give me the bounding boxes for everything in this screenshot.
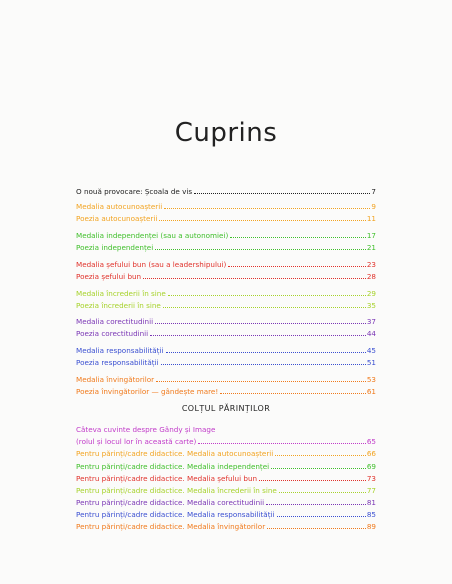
toc-entry-page: 51 [366,358,376,367]
toc-entry-page: 23 [366,260,376,269]
dot-leader [266,503,366,505]
toc-entry-label: Pentru părinți/cadre didactice. Medalia învingătorilor [76,522,266,531]
dot-leader [275,454,366,456]
toc-entry-page: 44 [366,329,376,338]
toc-entry-label: Pentru părinți/cadre didactice. Medalia șefului bun [76,474,258,483]
toc-entry-page: 37 [366,317,376,326]
toc-entry-page: 17 [366,231,376,240]
dot-leader [271,467,366,469]
page-title: Cuprins [174,118,278,148]
dot-leader [220,392,366,394]
toc-entry-page: 53 [366,375,376,384]
dot-leader [168,294,366,296]
dot-leader [277,515,366,517]
toc-entry-label: Poezia autocunoașterii [76,214,158,223]
toc-entry[interactable] [76,200,376,211]
toc-entry-page: 61 [366,387,376,396]
dot-leader [163,306,366,308]
dot-leader [166,351,366,353]
toc-entry[interactable] [76,185,376,196]
toc-entry-label: Medalia autocunoașterii [76,202,163,211]
toc-entry[interactable] [76,241,376,252]
toc-entry-page: 35 [366,301,376,310]
toc-entry[interactable] [76,299,376,310]
toc-entry-page: 69 [366,462,376,471]
toc-entry-page: 77 [366,486,376,495]
toc-entry-page: 65 [366,437,376,446]
dot-leader [194,192,370,194]
toc-entry[interactable] [76,327,376,338]
toc-entry-label: Medalia învingătorilor [76,375,155,384]
dot-leader [198,442,366,444]
toc-entry[interactable] [76,508,376,519]
dot-leader [161,363,366,365]
dot-leader [164,207,370,209]
toc-entry-label: Pentru părinți/cadre didactice. Medalia corectitudinii [76,498,265,507]
dot-leader [259,479,366,481]
toc-entry-label: Poezia încrederii în sine [76,301,161,310]
toc-entry-page: 7 [371,187,376,196]
toc-entry[interactable] [76,356,376,367]
toc-entry-label: Câteva cuvinte despre Gândy și Imagе [76,425,216,434]
toc-entry[interactable] [76,484,376,495]
dot-leader [155,322,366,324]
toc-entry-page: 9 [371,202,376,211]
toc-entry-label: Medalia responsabilității [76,346,164,355]
toc-entry[interactable] [76,344,376,355]
toc-entry[interactable] [76,460,376,471]
toc-entry[interactable] [76,270,376,281]
toc-entry-page: 11 [366,214,376,223]
toc-entry-label: Poezia învingătorilor — gândește mare! [76,387,219,396]
toc-entry-page: 73 [366,474,376,483]
dot-leader [279,491,366,493]
dot-leader [267,527,366,529]
dot-leader [230,236,366,238]
toc-entry[interactable] [76,496,376,507]
toc-entry-label: O nouă provocare: Școala de vis [76,187,193,196]
toc-entry-label: Poezia responsabilității [76,358,159,367]
toc-entry-label: Medalia încrederii în sine [76,289,166,298]
toc-entry[interactable] [76,447,376,458]
section-heading: COLȚUL PĂRINȚILOR [181,404,271,413]
dot-leader [159,219,366,221]
toc-entry-page: 28 [366,272,376,281]
dot-leader [150,334,366,336]
toc-entry-label: Poezia corectitudinii [76,329,149,338]
toc-entry[interactable] [76,287,376,298]
toc-entry[interactable] [76,385,376,396]
toc-entry-label: Pentru părinți/cadre didactice. Medalia încrederii în sine [76,486,277,495]
dot-leader [143,277,366,279]
toc-entry[interactable] [76,520,376,531]
toc-entry[interactable] [76,229,376,240]
toc-entry[interactable] [76,212,376,223]
toc-entry-page: 81 [366,498,376,507]
toc-entry-label: (rolul și locul lor în această carte) [76,437,197,446]
toc-entry-page: 89 [366,522,376,531]
toc-entry-page: 66 [366,449,376,458]
toc-entry-label: Poezia șefului bun [76,272,142,281]
toc-entry[interactable] [76,423,376,434]
dot-leader [228,265,366,267]
toc-entry[interactable] [76,315,376,326]
dot-leader [155,248,366,250]
toc-entry[interactable] [76,472,376,483]
toc-entry[interactable] [76,435,376,446]
toc-entry-label: Medalia independenței (sau a autonomiei) [76,231,229,240]
toc-entry-page: 85 [366,510,376,519]
toc-entry-page: 29 [366,289,376,298]
toc-entry[interactable] [76,373,376,384]
toc-entry-label: Pentru părinți/cadre didactice. Medalia responsabilității [76,510,275,519]
toc-entry-page: 45 [366,346,376,355]
toc-entry-label: Medalia corectitudinii [76,317,154,326]
toc-entry[interactable] [76,258,376,269]
toc-entry-label: Pentru părinți/cadre didactice. Medalia autocunoașterii [76,449,274,458]
dot-leader [156,380,366,382]
toc-entry-label: Medalia șefului bun (sau a leadershipului) [76,260,227,269]
toc-entry-page: 21 [366,243,376,252]
toc-entry-label: Pentru părinți/cadre didactice. Medalia independenței [76,462,270,471]
toc-entry-label: Poezia independenței [76,243,154,252]
